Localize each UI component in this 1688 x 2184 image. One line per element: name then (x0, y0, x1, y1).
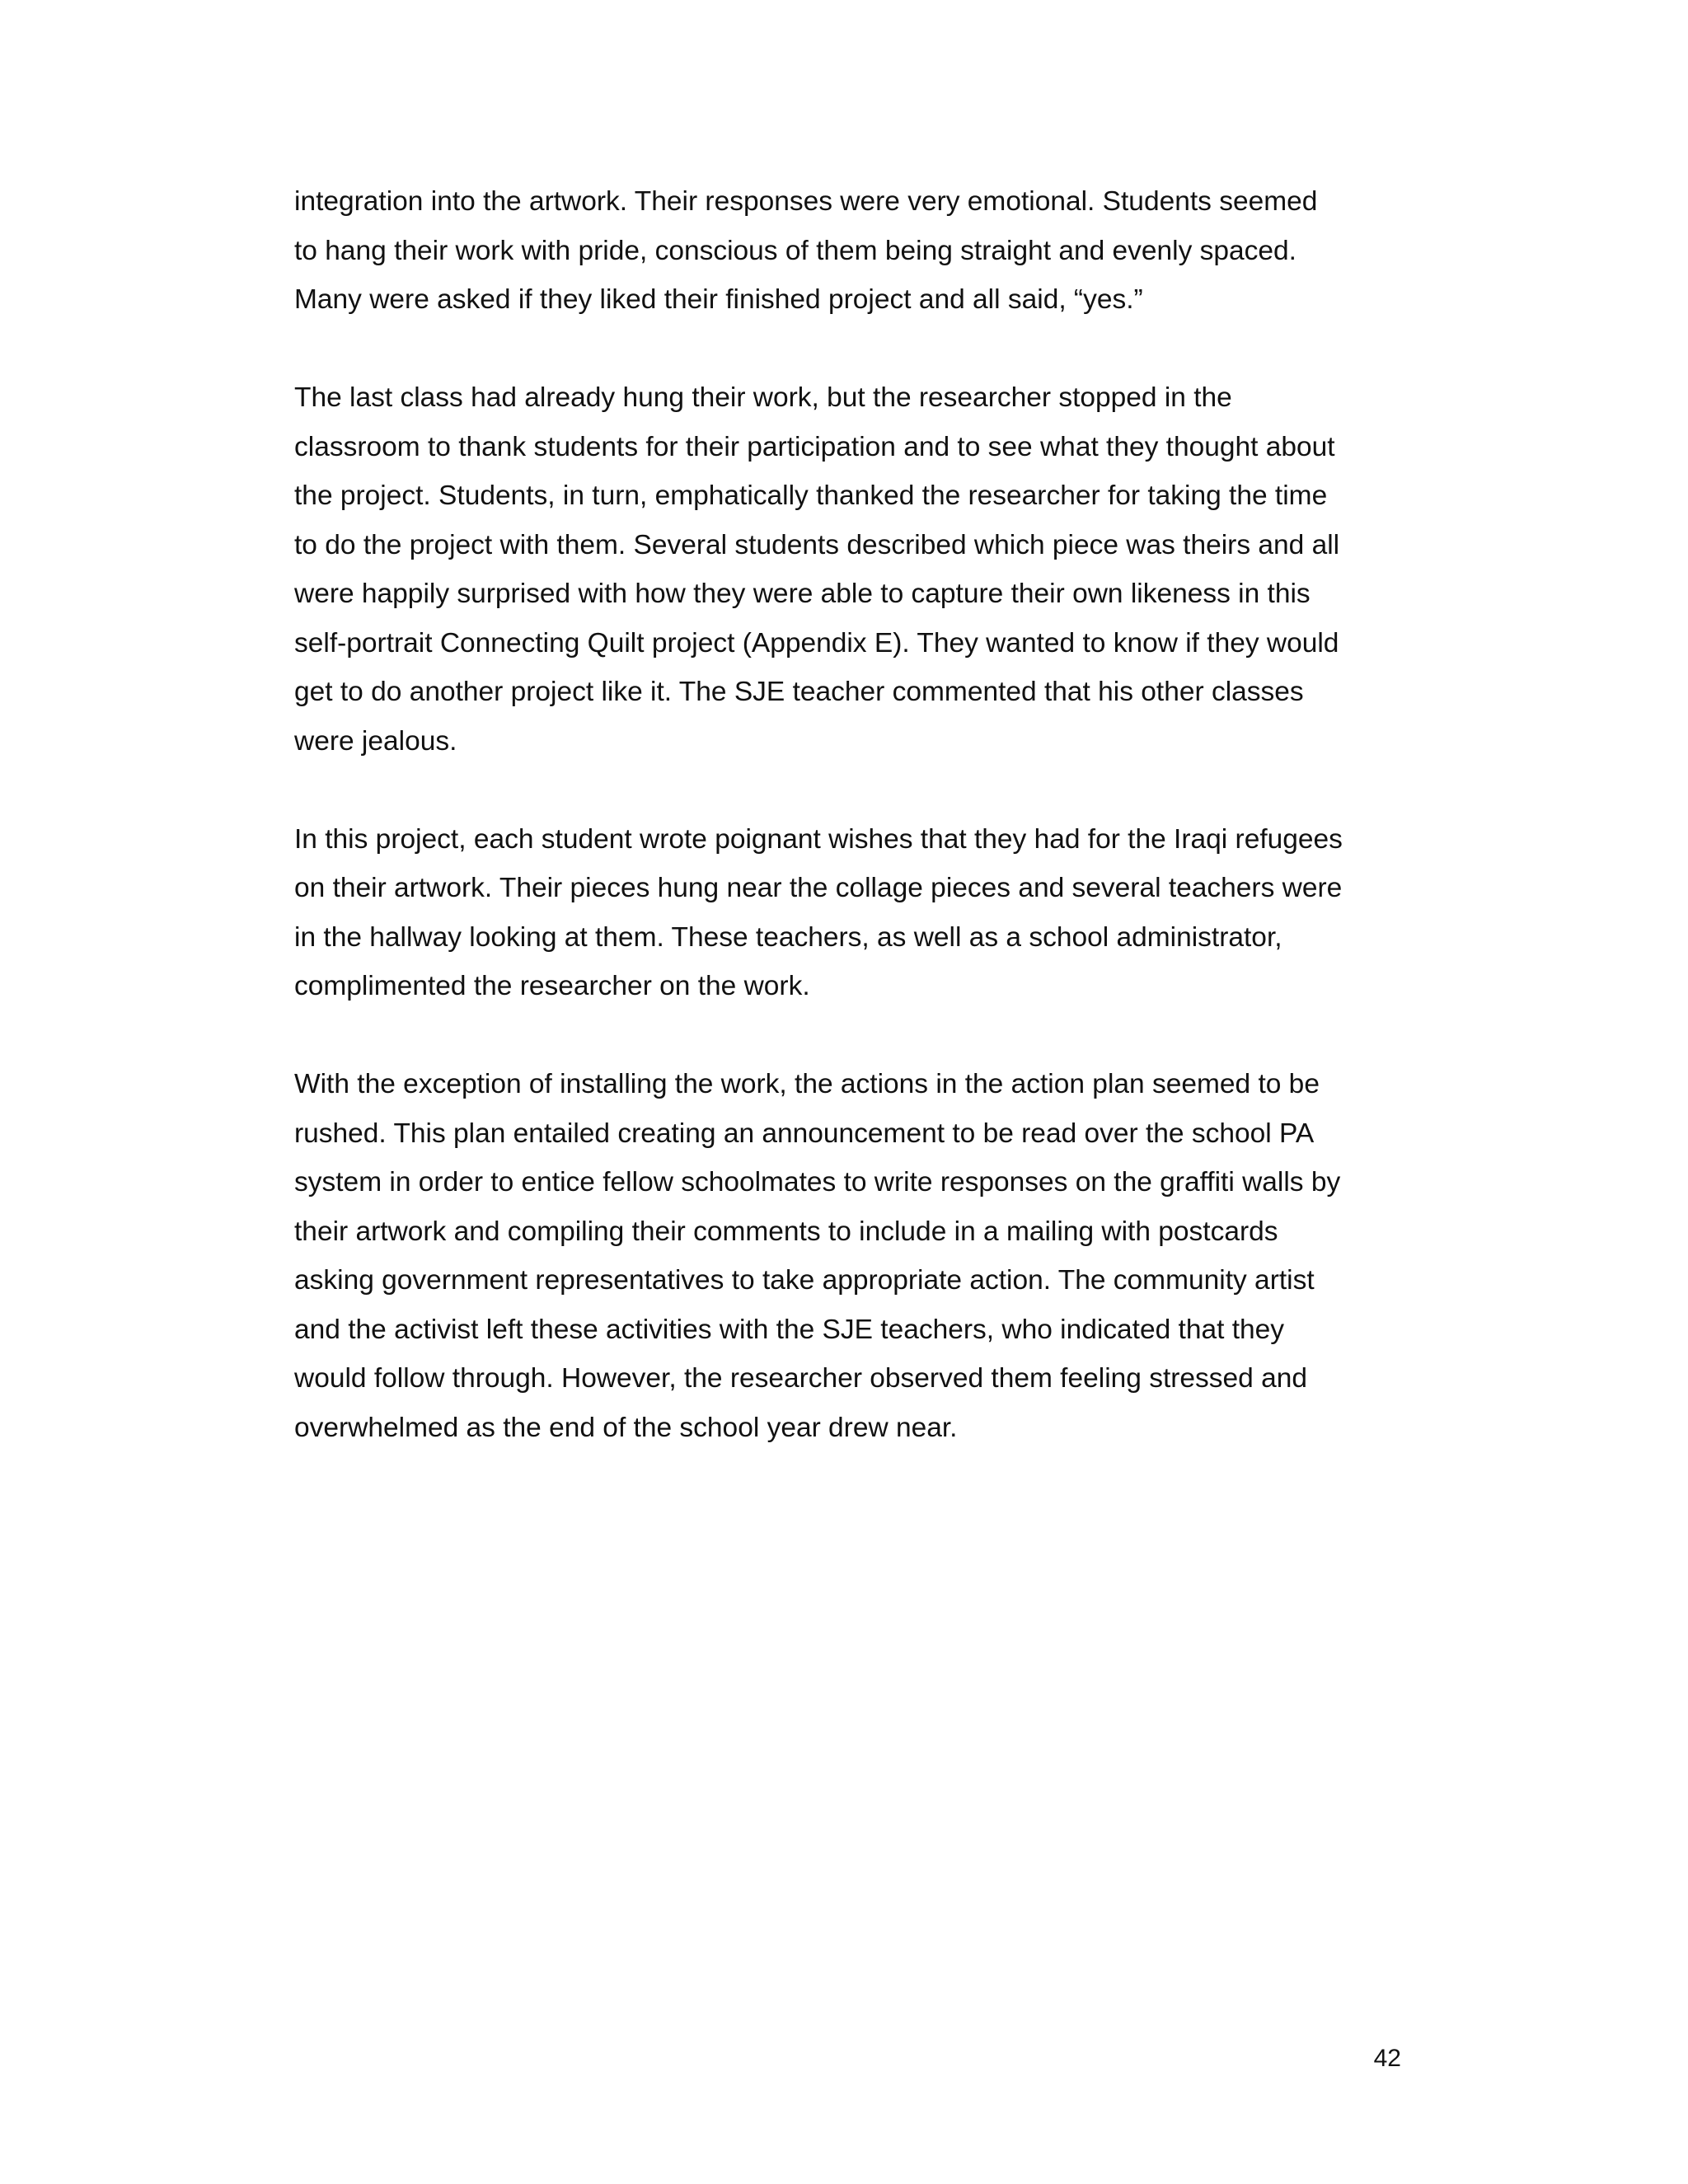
text-line: self-portrait Connecting Quilt project (Appendix E). They wanted to know if they would (294, 627, 1339, 658)
text-line: to hang their work with pride, conscious of them being straight and evenly spaced. (294, 235, 1296, 266)
text-line: In this project, each student wrote poignant wishes that they had for the Iraqi refugees (294, 823, 1343, 855)
text-line: overwhelmed as the end of the school year drew near. (294, 1412, 958, 1443)
paragraph-4 (294, 1060, 1407, 1452)
body-text (294, 177, 1407, 1452)
text-line: their artwork and compiling their comments to include in a mailing with postcards (294, 1216, 1278, 1247)
text-line: were jealous. (294, 725, 457, 757)
text-line: would follow through. However, the researcher observed them feeling stressed and (294, 1363, 1308, 1394)
text-line: on their artwork. Their pieces hung near the collage pieces and several teachers were (294, 873, 1343, 903)
text-line: classroom to thank students for their participation and to see what they thought about (294, 431, 1335, 462)
text-line: and the activist left these activities with the SJE teachers, who indicated that they (294, 1314, 1285, 1345)
text-line: were happily surprised with how they were able to capture their own likeness in this (294, 579, 1311, 609)
text-line: the project. Students, in turn, emphatically thanked the researcher for taking the time (294, 480, 1328, 511)
text-line: With the exception of installing the work, the actions in the action plan seemed to be (294, 1069, 1320, 1099)
page-number: 42 (1373, 2045, 1401, 2072)
paragraph-1 (294, 177, 1407, 325)
text-line: in the hallway looking at them. These teachers, as well as a school administrator, (294, 921, 1282, 953)
text-line: to do the project with them. Several students described which piece was theirs and all (294, 529, 1340, 560)
paragraph-3 (294, 815, 1407, 1011)
text-line: The last class had already hung their work, but the researcher stopped in the (294, 382, 1232, 413)
paragraph-2 (294, 373, 1407, 766)
text-line: integration into the artwork. Their responses were very emotional. Students seemed (294, 186, 1318, 217)
text-line: asking government representatives to take appropriate action. The community artist (294, 1265, 1315, 1296)
text-line: system in order to entice fellow schoolmates to write responses on the graffiti walls by (294, 1167, 1341, 1197)
text-line: get to do another project like it. The SJE teacher commented that his other classes (294, 677, 1304, 707)
text-line: rushed. This plan entailed creating an announcement to be read over the school PA (294, 1118, 1315, 1149)
text-line: complimented the researcher on the work. (294, 971, 810, 1001)
text-line: Many were asked if they liked their finished project and all said, “yes.” (294, 284, 1143, 315)
